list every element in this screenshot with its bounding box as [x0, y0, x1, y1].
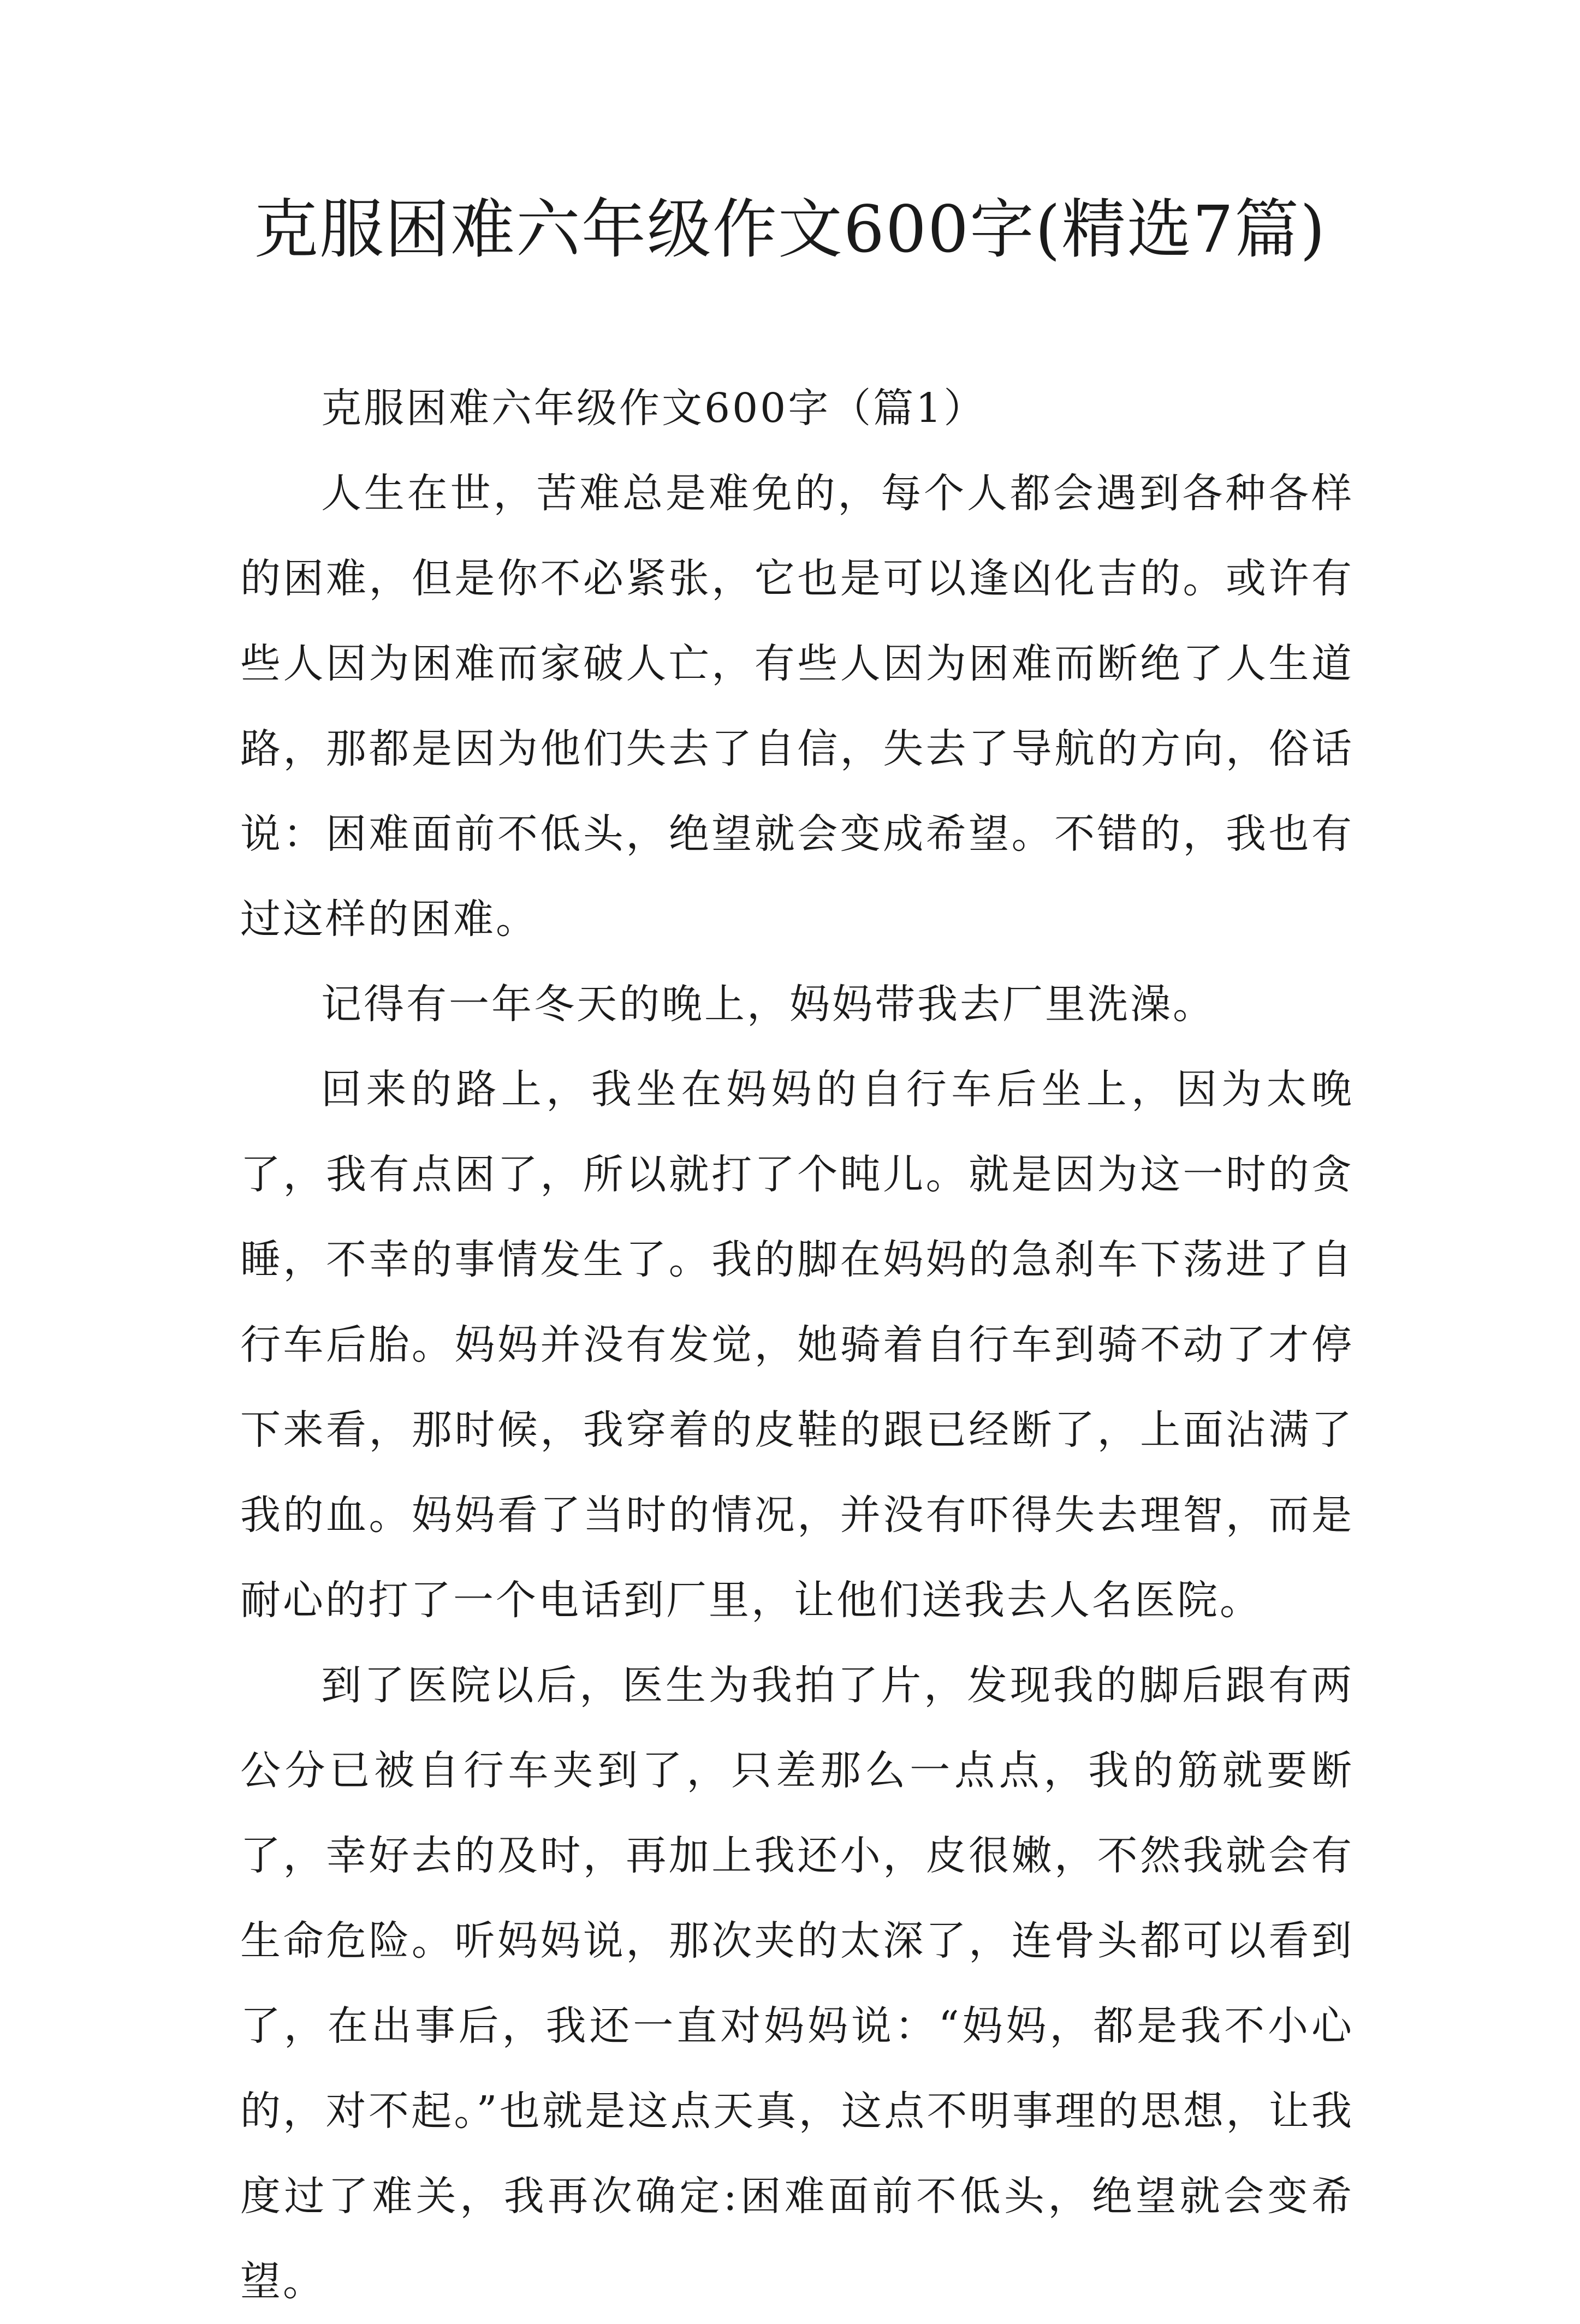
paragraph: 记得有一年冬天的晚上，妈妈带我去厂里洗澡。 — [321, 981, 1215, 1028]
paragraph: 到了医院以后，医生为我拍了片，发现我的脚后跟有两公分已被自行车夹到了，只差那么一点点，我的筋就要断了，幸好去的及时，再加上我还小，皮很嫩，不然我就会有生命危险。听妈妈说，那次夹的太深了，连骨头都可以看到了，在出事后，我还一直对妈妈说：“妈妈，都是我不小心的，对不起。”也就是这点天真，这点不明事理的思想，让我度过了难关，我再次确定:困难面前不低头，绝望就会变希望。 — [240, 1662, 1354, 2305]
document-body — [240, 366, 1354, 2324]
document-title: 克服困难六年级作文600字(精选7篇) — [253, 192, 1327, 267]
section-heading: 克服困难六年级作文600字（篇1） — [321, 385, 987, 432]
paragraph: 人生在世，苦难总是难免的，每个人都会遇到各种各样的困难，但是你不必紧张，它也是可以逢凶化吉的。或许有些人因为困难而家破人亡，有些人因为困难而断绝了人生道路，那都是因为他们失去了自信，失去了导航的方向，俗话说：困难面前不低头，绝望就会变成希望。不错的，我也有过这样的困难。 — [240, 470, 1354, 943]
paragraph: 回来的路上，我坐在妈妈的自行车后坐上，因为太晚了，我有点困了，所以就打了个盹儿。就是因为这一时的贪睡，不幸的事情发生了。我的脚在妈妈的急刹车下荡进了自行车后胎。妈妈并没有发觉，她骑着自行车到骑不动了才停下来看，那时候，我穿着的皮鞋的跟已经断了，上面沾满了我的血。妈妈看了当时的情况，并没有吓得失去理智，而是耐心的打了一个电话到厂里，让他们送我去人名医院。 — [240, 1066, 1354, 1624]
